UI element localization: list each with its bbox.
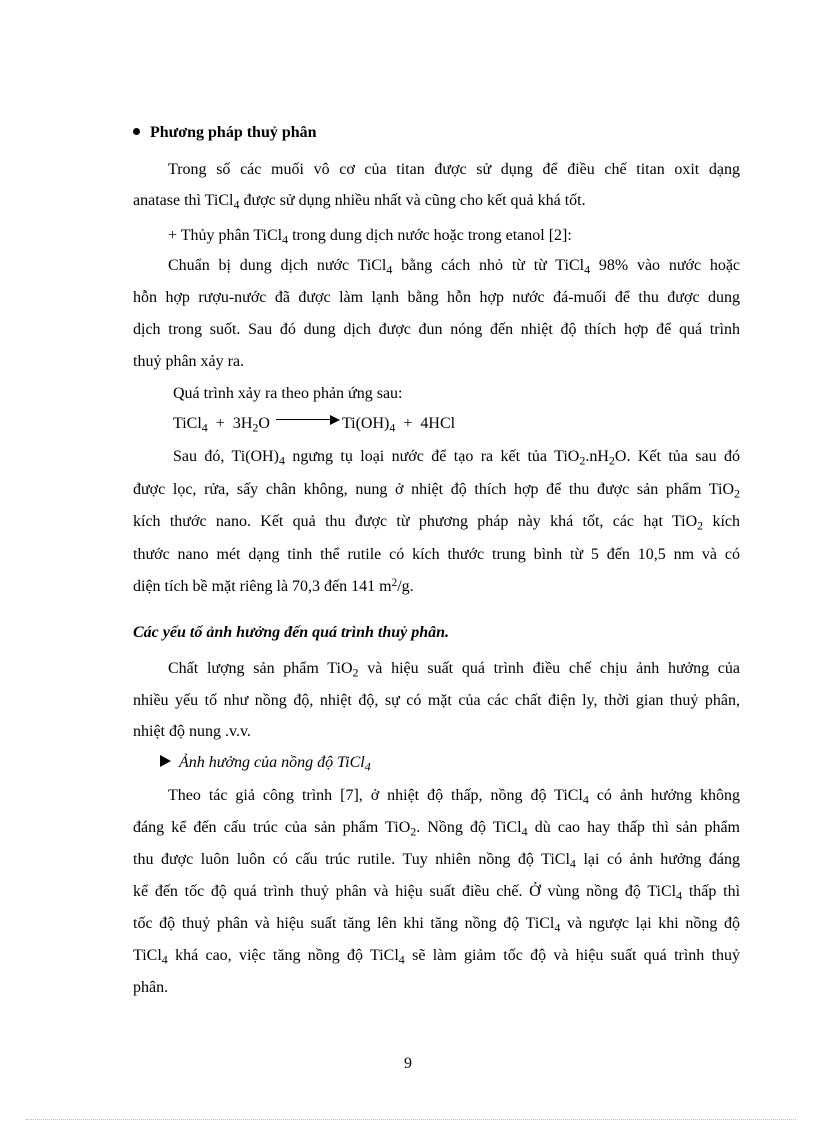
paragraph-line: Chất lượng sản phẩm TiO$_2$ và hiệu suất quá trình điều chế chịu ảnh hưởng của bbox=[168, 660, 741, 680]
sub-heading-concentration: Ảnh hưởng của nồng độ TiCl$_4$ bbox=[160, 753, 371, 773]
page-number: 9 bbox=[404, 1055, 412, 1072]
paragraph-line: nhiều yếu tố như nồng độ, nhiệt độ, sự có mặt của các chất điện ly, thời gian thuỷ phân, bbox=[133, 692, 740, 709]
paragraph-line: kể đến tốc độ quá trình thuỷ phân và hiệu suất điều chế. Ở vùng nồng độ TiCl$_4$ thấp thì bbox=[133, 883, 741, 903]
section-heading-hydrolysis: Phương pháp thuỷ phân bbox=[133, 123, 317, 143]
paragraph-line: thuỷ phân xảy ra. bbox=[133, 353, 245, 370]
paragraph-line: diện tích bề mặt riêng là 70,3 đến 141 $m^2/g$. bbox=[133, 576, 414, 595]
paragraph-line: TiCl$_4$ khá cao, việc tăng nồng độ TiCl$_4$ sẽ làm giảm tốc độ và hiệu suất quá trình thuỷ bbox=[133, 947, 741, 967]
paragraph-line: Sau đó, $Ti(OH)_4$ ngưng tụ loại nước để tạo ra kết tủa $TiO_2.nH_2O$. Kết tủa sau đó bbox=[173, 448, 741, 468]
paragraph-line: đáng kể đến cấu trúc của sản phẩm TiO$_2$. Nồng độ TiCl$_4$ dù cao hay thấp thì sản phẩm bbox=[133, 819, 740, 839]
page-bottom-border bbox=[26, 1119, 796, 1120]
paragraph-line: phân. bbox=[133, 979, 169, 996]
paragraph-line: được lọc, rửa, sấy chân không, nung ở nhiệt độ thích hợp để thu được sản phẩm TiO$_2$ bbox=[133, 481, 740, 501]
paragraph-line: anatase thì TiCl$_4$ được sử dụng nhiều nhất và cũng cho kết quả khá tốt. bbox=[133, 192, 586, 212]
bullet-icon bbox=[133, 128, 140, 135]
triangle-bullet-icon bbox=[160, 755, 171, 767]
paragraph-line: Theo tác giả công trình [7], ở nhiệt độ thấp, nồng độ TiCl$_4$ có ảnh hưởng không bbox=[168, 787, 740, 807]
paragraph-line: dịch trong suốt. Sau đó dung dịch được đun nóng đến nhiệt độ thích hợp để quá trình bbox=[133, 321, 740, 338]
paragraph-line: Trong số các muối vô cơ của titan được sử dụng để điều chế titan oxit dạng bbox=[168, 161, 740, 178]
section-heading-factors: Các yếu tố ảnh hưởng đến quá trình thuỷ phân. bbox=[133, 624, 450, 641]
paragraph-line: thu được luôn luôn có cấu trúc rutile. Tuy nhiên nồng độ TiCl$_4$ lại có ảnh hưởng đáng bbox=[133, 851, 741, 871]
reaction-arrow-icon bbox=[276, 415, 340, 425]
paragraph-line: thước nano mét dạng tinh thể rutile có kích thước trung bình từ 5 đến 10,5 nm và có bbox=[133, 546, 740, 563]
paragraph-line: tốc độ thuỷ phân và hiệu suất tăng lên khi tăng nồng độ TiCl$_4$ và ngược lại khi nồng độ bbox=[133, 915, 740, 935]
paragraph-line: Chuẩn bị dung dịch nước TiCl$_4$ bằng cách nhỏ từ từ TiCl$_4$ 98% vào nước hoặc bbox=[168, 257, 741, 277]
paragraph-line: nhiệt độ nung .v.v. bbox=[133, 723, 251, 740]
reaction-intro: Quá trình xảy ra theo phản ứng sau: bbox=[173, 385, 403, 402]
paragraph-line: kích thước nano. Kết quả thu được từ phương pháp này khá tốt, các hạt TiO$_2$ kích bbox=[133, 513, 741, 533]
chemical-equation: TiCl$_4$ + $3H_2O$ $Ti(OH)_4 + 4HCl$ bbox=[173, 415, 456, 435]
paragraph-line: + Thủy phân TiCl$_4$ trong dung dịch nước hoặc trong etanol [2]: bbox=[168, 227, 572, 247]
paragraph-line: hỗn hợp rượu-nước đã được làm lạnh bằng hỗn hợp nước đá-muối để thu được dung bbox=[133, 289, 740, 306]
